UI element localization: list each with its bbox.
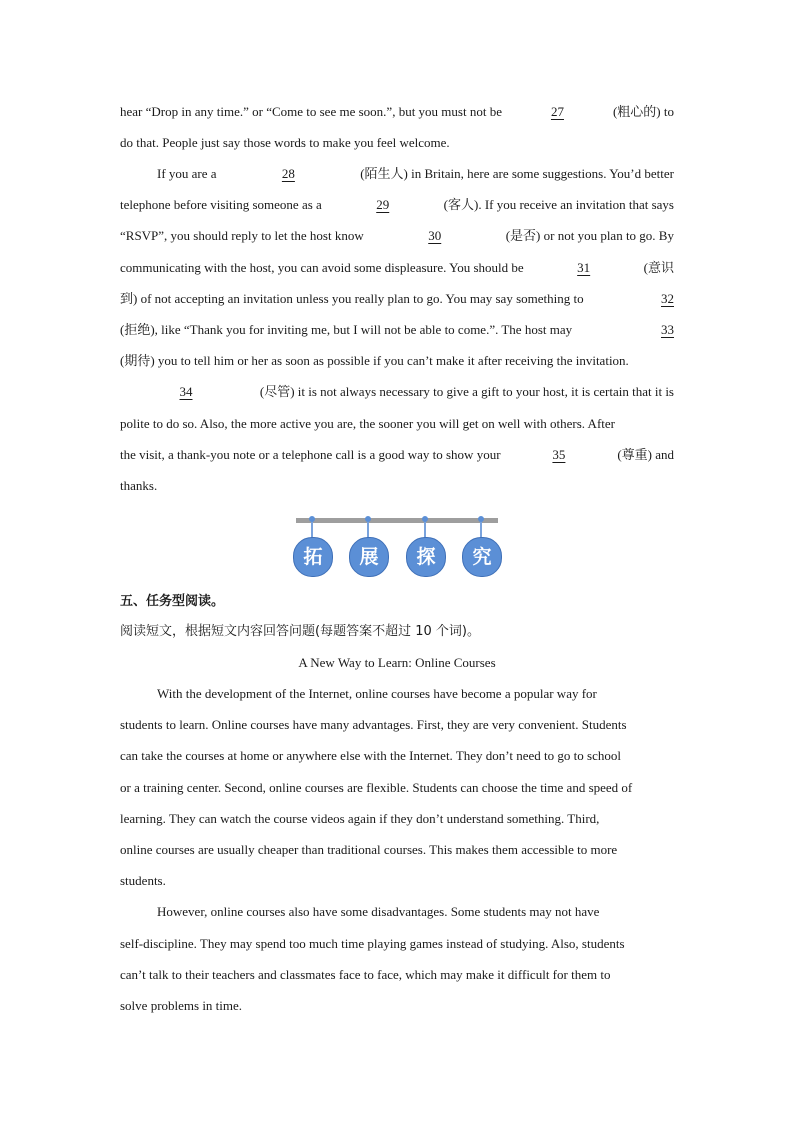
passage2-line (120, 996, 674, 1016)
passage1-line (157, 382, 674, 402)
passage1-line (120, 226, 674, 246)
blank-27: 27 (550, 104, 564, 119)
blank-35: 35 (552, 447, 566, 462)
passage1-line (120, 133, 674, 153)
blank-31: 31 (577, 260, 591, 275)
passage2-line (157, 902, 674, 922)
text: the visit, a thank-you note or a telephone call is a good way to show your (120, 447, 501, 462)
banner-dot (365, 516, 371, 522)
banner-char-circle: 展 (349, 537, 389, 577)
blank-33: 33 (661, 322, 674, 337)
text: communicating with the host, you can avoid some displeasure. You should be (120, 260, 524, 275)
passage1-line (120, 414, 674, 434)
banner-char-circle: 拓 (293, 537, 333, 577)
passage2-line (120, 965, 674, 985)
text: telephone before visiting someone as a (120, 197, 322, 212)
text: online courses are usually cheaper than traditional courses. This makes them accessible to more (120, 842, 618, 857)
blank-29: 29 (376, 197, 390, 212)
text: students. (120, 873, 166, 888)
text: (粗心的) to (612, 104, 674, 119)
text: With the development of the Internet, online courses have become a popular way for (157, 686, 597, 701)
banner-dot (422, 516, 428, 522)
banner-char-circle: 究 (462, 537, 502, 577)
passage2-line (157, 684, 674, 704)
passage2-line (120, 809, 674, 829)
passage2-line (120, 934, 674, 954)
text: thanks. (120, 478, 158, 493)
text: learning. They can watch the course videos again if they don’t understand something. Third, (120, 811, 600, 826)
text: (意识 (643, 260, 674, 275)
section-heading: 五、任务型阅读。 (120, 594, 225, 609)
passage2-line (120, 871, 674, 891)
text: (拒绝), like “Thank you for inviting me, but I will not be able to come.”. The host may (120, 322, 573, 337)
text: can take the courses at home or anywhere else with the Internet. They don’t need to go to school (120, 748, 621, 763)
text: (是否) or not you plan to go. By (505, 228, 674, 243)
passage-title: A New Way to Learn: Online Courses (298, 655, 496, 670)
passage2-line (120, 746, 674, 766)
text: (陌生人) in Britain, here are some suggestions. You’d better (360, 166, 674, 181)
banner-bar (296, 518, 498, 523)
text: hear “Drop in any time.” or “Come to see me soon.”, but you must not be (120, 104, 502, 119)
text: “RSVP”, you should reply to let the host know (120, 228, 364, 243)
blank-32: 32 (661, 291, 674, 306)
text: However, online courses also have some disadvantages. Some students may not have (157, 904, 600, 919)
blank-34: 34 (179, 384, 193, 399)
blank-30: 30 (428, 228, 442, 243)
passage2-line (120, 715, 674, 735)
text: (客人). If you receive an invitation that says (443, 197, 674, 212)
passage1-line (120, 445, 674, 465)
banner-dot (309, 516, 315, 522)
text: do that. People just say those words to make you feel welcome. (120, 135, 450, 150)
text: self-discipline. They may spend too much time playing games instead of studying. Also, students (120, 936, 625, 951)
passage1-line (157, 164, 674, 184)
text: (期待) you to tell him or her as soon as possible if you can’t make it after receiving the invitation. (120, 353, 629, 368)
passage1-line (120, 102, 674, 122)
passage1-line (120, 476, 674, 496)
text: students to learn. Online courses have many advantages. First, they are very convenient. Students (120, 717, 627, 732)
section-instruction: 阅读短文，根据短文内容回答问题(每题答案不超过 10 个词)。 (120, 624, 480, 639)
text: solve problems in time. (120, 998, 243, 1013)
passage1-line (120, 195, 674, 215)
text: If you are a (157, 166, 217, 181)
text: (尊重) and (617, 447, 674, 462)
text: 到) of not accepting an invitation unless you really plan to go. You may say something to (120, 291, 584, 306)
blank-28: 28 (281, 166, 295, 181)
passage1-line (120, 351, 674, 371)
passage2-line (120, 840, 674, 860)
passage1-line (120, 258, 674, 278)
text: (尽管) it is not always necessary to give a gift to your host, it is certain that it is (259, 384, 674, 399)
text: or a training center. Second, online courses are flexible. Students can choose the time and speed of (120, 780, 633, 795)
banner-dot (478, 516, 484, 522)
passage2-line (120, 778, 674, 798)
banner-char-circle: 探 (406, 537, 446, 577)
text: can’t talk to their teachers and classmates face to face, which may make it difficult for them to (120, 967, 611, 982)
passage1-line (120, 289, 674, 309)
passage1-line (120, 320, 674, 340)
text: polite to do so. Also, the more active you are, the sooner you will get on well with others. After (120, 416, 615, 431)
section-banner (296, 515, 498, 577)
